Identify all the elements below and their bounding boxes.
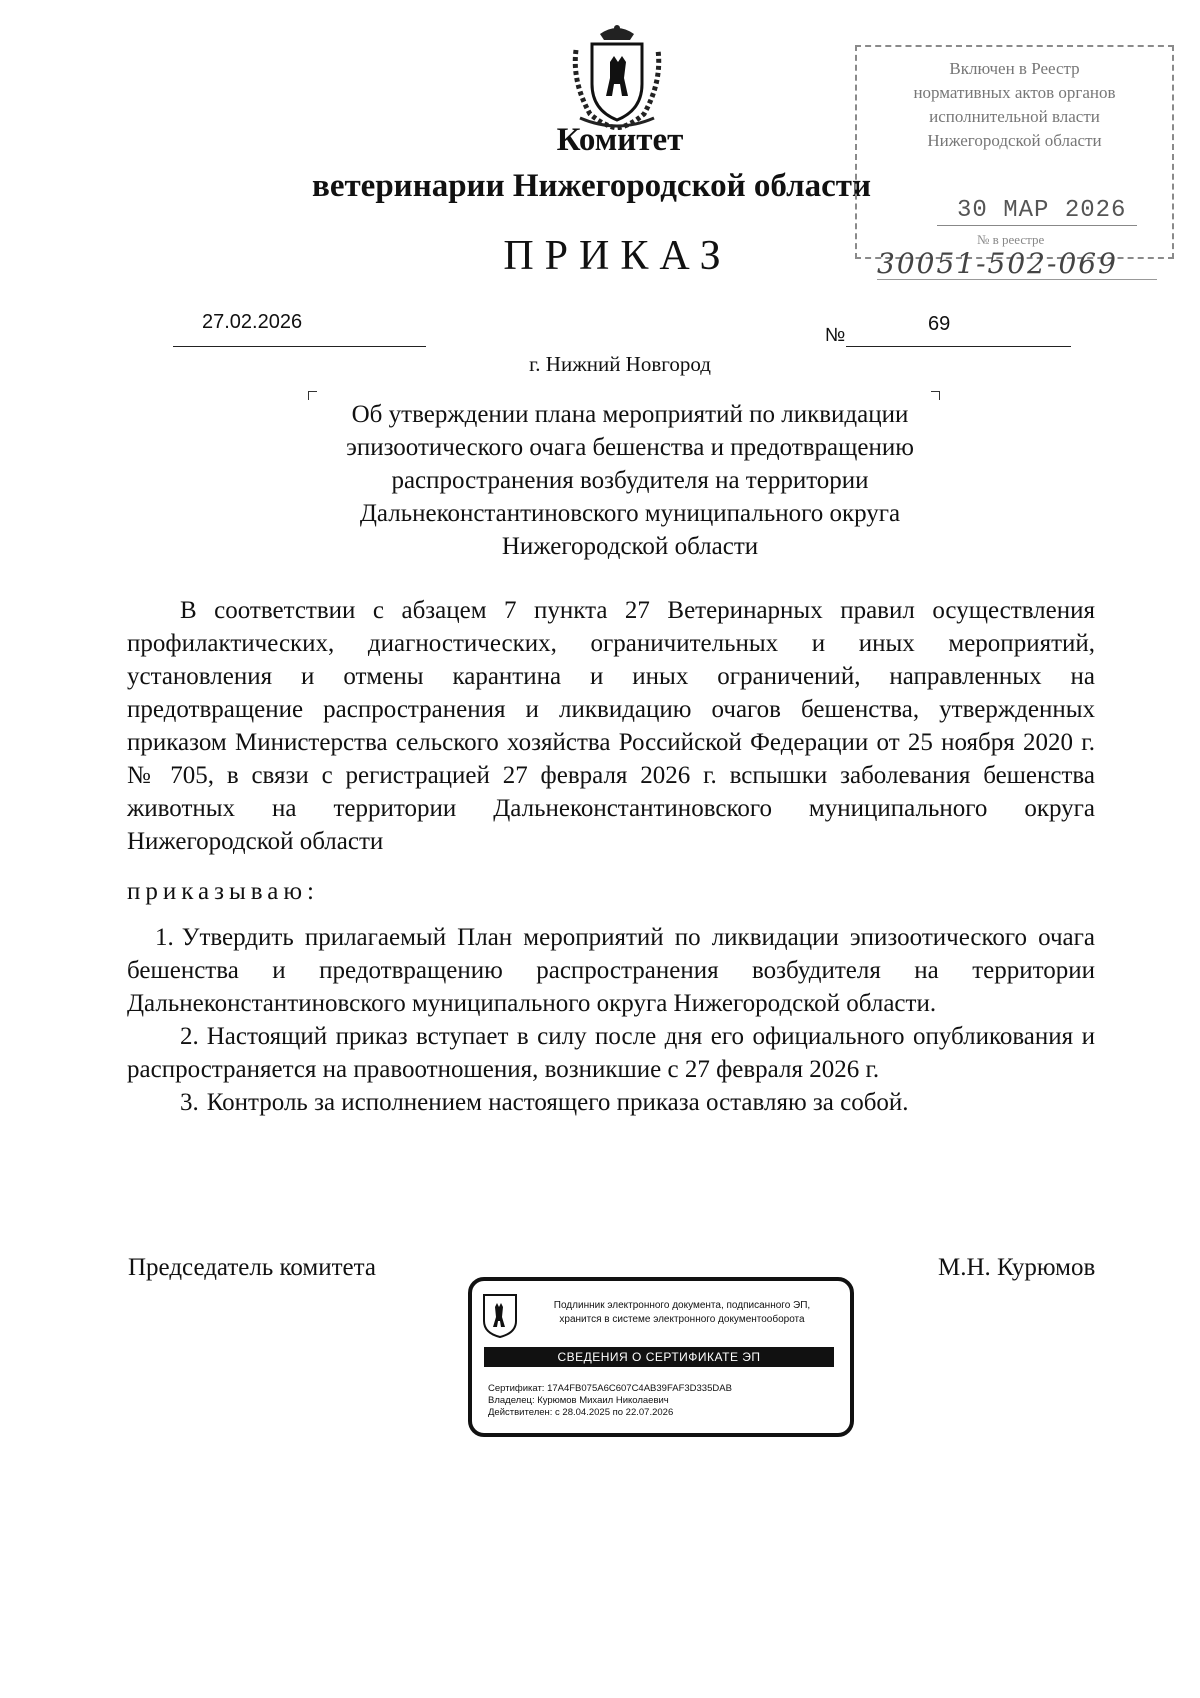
- registry-stamp-date: 30 МАР 2026: [957, 197, 1127, 224]
- registry-stamp-line: Включен в Реестр: [949, 59, 1080, 78]
- ep-certificate: Сертификат: 17A4FB075A6C607C4AB39FAF3D335DAB: [488, 1383, 732, 1394]
- item-number: 1.: [155, 924, 174, 951]
- registry-stamp: [855, 45, 1174, 280]
- item-text: Контроль за исполнением настоящего приказа оставляю за собой.: [206, 1089, 909, 1116]
- ep-header-line: хранится в системе электронного документооборота: [559, 1314, 805, 1325]
- date-underline: [173, 346, 426, 347]
- preamble-paragraph: В соответствии с абзацем 7 пункта 27 Ветеринарных правил осуществления профилактических, диагностических, ограничительных и иных мероприятий, установления и отмены карантина и иных ограничений, направленных на предотвращение распространения и ликвидацию очагов бешенства, утвержденных приказом Министерства сельского хозяйства Российской Федерации от 25 ноября 2020 г. № 705, в связи с регистрацией 27 февраля 2026 г. вспышки заболевания бешенства животных на территории Дальнеконстантиновского муниципального округа Нижегородской области: [127, 597, 1095, 855]
- organization-name-line1: Комитет: [556, 122, 684, 158]
- order-word: приказываю:: [127, 878, 319, 905]
- ep-header-line: Подлинник электронного документа, подписанного ЭП,: [553, 1300, 811, 1311]
- ep-certificate-info: [488, 1383, 732, 1419]
- number-underline: [846, 346, 1071, 347]
- order-item: [127, 1086, 1095, 1119]
- order-number: 69: [928, 313, 951, 335]
- number-sign: №: [825, 325, 846, 346]
- item-number: 3.: [180, 1089, 199, 1116]
- registry-stamp-line: Нижегородской области: [927, 131, 1102, 150]
- order-item: [127, 921, 1095, 1020]
- electronic-signature-stamp: [468, 1277, 854, 1437]
- registry-number-handwritten: 30051-502-069: [877, 247, 1118, 280]
- city-name: г. Нижний Новгород: [529, 352, 711, 376]
- order-subject: Об утверждении плана мероприятий по ликвидации эпизоотического очага бешенства и предотвращению распространения возбудителя на территории Дальнеконстантиновского муниципального округа Нижегородской области: [346, 401, 914, 560]
- organization-name-line2: ветеринарии Нижегородской области: [312, 168, 871, 204]
- ep-title-bar: СВЕДЕНИЯ О СЕРТИФИКАТЕ ЭП: [484, 1347, 834, 1367]
- ep-owner: Владелец: Курюмов Михаил Николаевич: [488, 1395, 669, 1406]
- registry-stamp-line: нормативных актов органов: [913, 83, 1116, 102]
- document-type-title: ПРИКАЗ: [503, 233, 732, 279]
- order-items: [127, 921, 1095, 1119]
- signer-name: М.Н. Курюмов: [938, 1254, 1096, 1281]
- item-text: Настоящий приказ вступает в силу после дня его официального опубликования и распространяется на правоотношения, возникшие с 27 февраля 2026 г.: [127, 1023, 1095, 1083]
- item-number: 2.: [180, 1023, 199, 1050]
- ep-validity: Действителен: с 28.04.2025 по 22.07.2026: [488, 1407, 674, 1418]
- coat-of-arms-emblem: [570, 22, 665, 130]
- signer-position: Председатель комитета: [128, 1254, 376, 1281]
- registry-number-label: № в реестре: [977, 232, 1045, 247]
- registry-stamp-divider: [937, 225, 1137, 226]
- registry-stamp-text: [857, 57, 1172, 153]
- coat-of-arms-icon: [482, 1293, 518, 1339]
- order-item: [127, 1020, 1095, 1086]
- item-text: Утвердить прилагаемый План мероприятий по ликвидации эпизоотического очага бешенства и предотвращению распространения возбудителя на территории Дальнеконстантиновского муниципального округа Нижегородской области.: [127, 924, 1095, 1017]
- ep-header: [532, 1299, 832, 1327]
- registry-stamp-underline: [877, 279, 1157, 280]
- order-date: 27.02.2026: [202, 311, 303, 333]
- registry-stamp-line: исполнительной власти: [929, 107, 1100, 126]
